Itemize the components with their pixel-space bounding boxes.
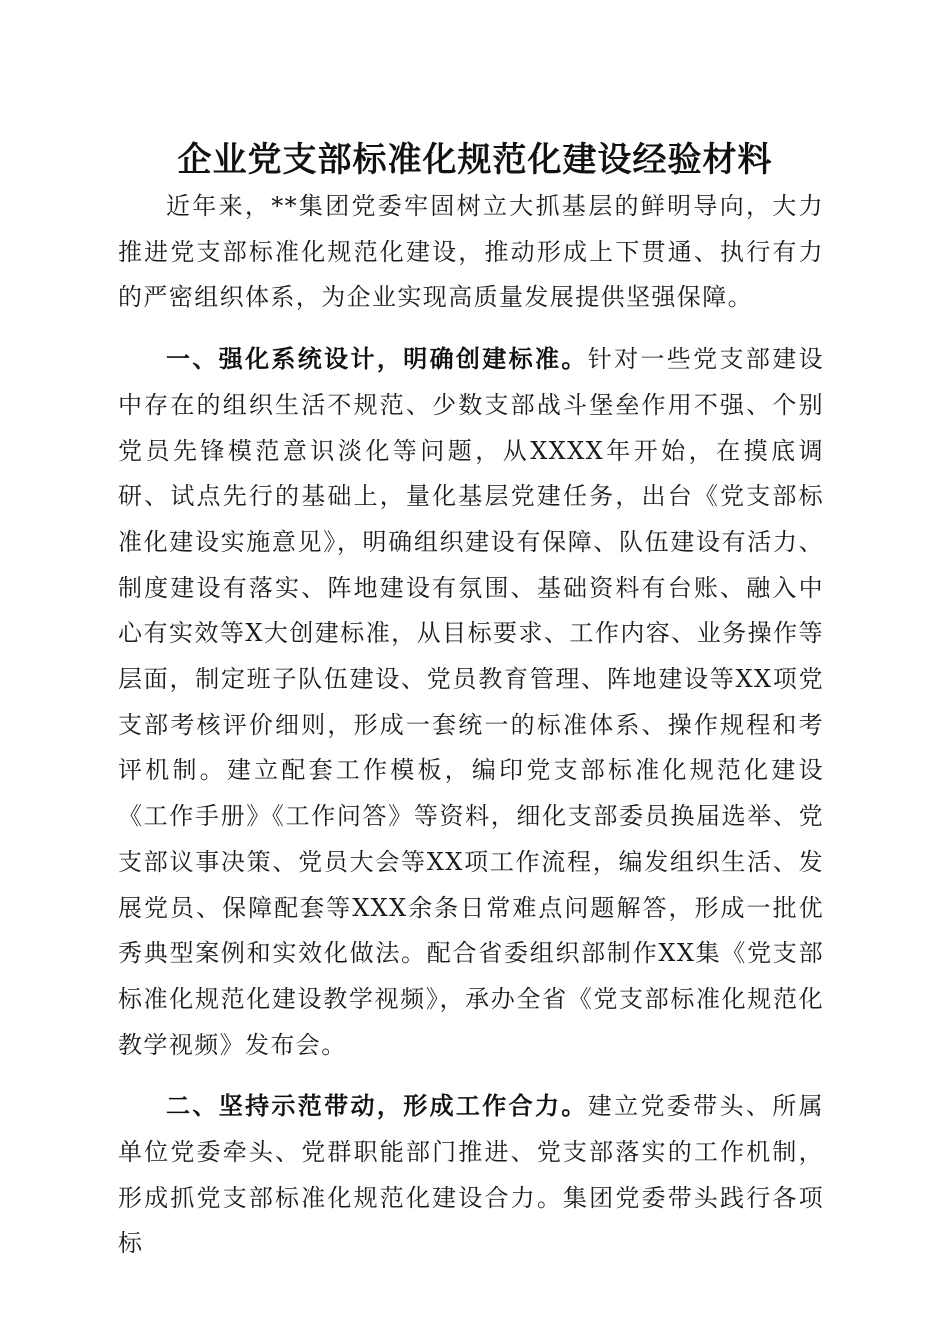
section-1-text: 针对一些党支部建设中存在的组织生活不规范、少数支部战斗堡垒作用不强、个别党员先锋模范意识淡化等问题，从XXXX年开始，在摸底调研、试点先行的基础上，量化基层党建任务，出台《党支部标准化建设实施意见》，明确组织建设有保障、队伍建设有活力、制度建设有落实、阵地建设有氛围、基础资料有台账、融入中心有实效等X大创建标准，从目标要求、工作内容、业务操作等层面，制定班子队伍建设、党员教育管理、阵地建设等XX项党支部考核评价细则，形成一套统一的标准体系、操作规程和考评机制。建立配套工作模板，编印党支部标准化规范化建设《工作手册》《工作问答》等资料，细化支部委员换届选举、党支部议事决策、党员大会等XX项工作流程，编发组织生活、发展党员、保障配套等XXX余条日常难点问题解答，形成一批优秀典型案例和实效化做法。配合省委组织部制作XX集《党支部标准化规范化建设教学视频》，承办全省《党支部标准化规范化教学视频》发布会。 <box>118 345 824 1059</box>
document-body <box>118 184 824 1267</box>
section-2-heading: 二、坚持示范带动，形成工作合力。 <box>166 1092 588 1121</box>
section-2-text: 建立党委带头、所属单位党委牵头、党群职能部门推进、党支部落实的工作机制，形成抓党支部标准化规范化建设合力。集团党委带头践行各项标 <box>118 1092 824 1258</box>
section-2-paragraph <box>118 1084 824 1267</box>
intro-text: 近年来，**集团党委牢固树立大抓基层的鲜明导向，大力推进党支部标准化规范化建设，推动形成上下贯通、执行有力的严密组织体系，为企业实现高质量发展提供坚强保障。 <box>118 192 824 312</box>
intro-paragraph <box>118 184 824 321</box>
document-title: 企业党支部标准化规范化建设经验材料 <box>177 140 773 180</box>
section-1-paragraph <box>118 337 824 1068</box>
section-1-heading: 一、强化系统设计，明确创建标准。 <box>166 345 588 374</box>
